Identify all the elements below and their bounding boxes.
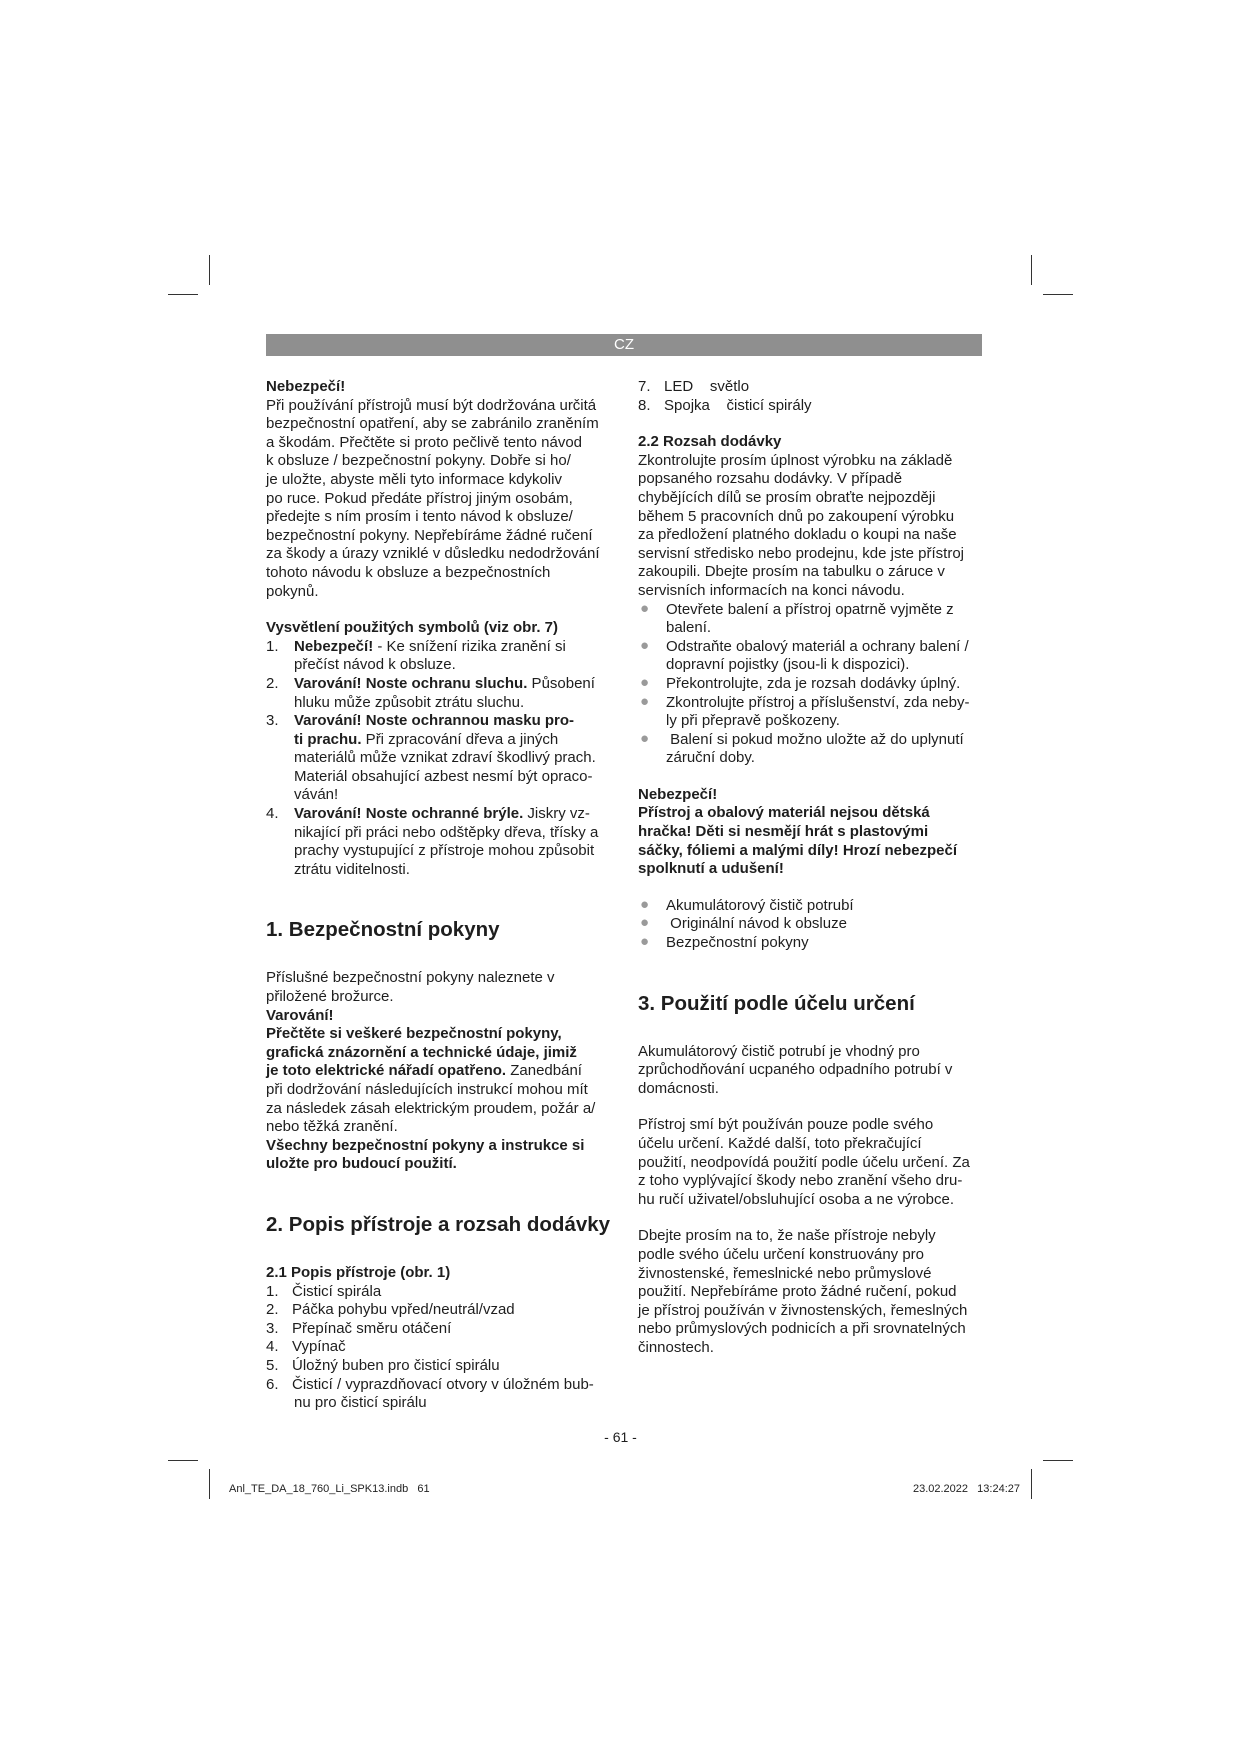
text-line: tohoto návodu k obsluze a bezpečnostních [266, 563, 551, 581]
item-number: 4. [266, 805, 279, 823]
text-line: pokynů. [266, 582, 319, 600]
part-item [266, 1357, 614, 1376]
parts-list-continued [638, 378, 988, 415]
text-line: živnostenské, řemeslnické nebo průmyslové [638, 1264, 932, 1282]
item-number: 8. [638, 396, 651, 414]
item-text: Přepínač směru otáčení [292, 1319, 452, 1337]
item-bold: Nebezpečí! [294, 637, 374, 655]
item-text: Čisticí spirála [292, 1282, 382, 1300]
text-line: během 5 pracovních dnů po zakoupení výrobku [638, 507, 955, 525]
part-item [638, 397, 988, 416]
crop-mark-bottom-left-h [168, 1460, 198, 1461]
item-text: ly při přepravě poškozeny. [666, 712, 840, 730]
text-line: Zkontrolujte prosím úplnost výrobku na základě [638, 451, 953, 469]
text-line: je uložte, abyste měli tyto informace kdykoliv [266, 470, 562, 488]
item-text: nikající při práci nebo odštěpky dřeva, třísky a [294, 823, 599, 841]
subsection-2-2-title: 2.2 Rozsah dodávky [638, 433, 782, 451]
item-text: - Ke snížení rizika zranění si [373, 637, 566, 655]
crop-mark-bottom-left-v [209, 1469, 210, 1499]
item-number: 3. [266, 712, 279, 730]
item-number: 2. [266, 1301, 279, 1319]
item-text: nu pro čisticí spirálu [294, 1394, 427, 1412]
text-line: je toto elektrické nářadí opatřeno. [266, 1062, 507, 1080]
text-line: bezpečnostní opatření, aby se zabránilo zraněním [266, 415, 599, 433]
item-text: Úložný buben pro čisticí spirálu [292, 1356, 500, 1374]
item-text: Akumulátorový čistič potrubí [666, 896, 854, 914]
text-line: nebo těžká zranění. [266, 1118, 398, 1136]
item-text: Materiál obsahující azbest nesmí být opraco- [294, 767, 593, 785]
text-line: nebo průmyslových podnicích a při srovnatelných [638, 1320, 966, 1338]
symbols-title: Vysvětlení použitých symbolů (viz obr. 7) [266, 619, 559, 637]
text-line: servisních informacích na konci návodu. [638, 581, 905, 599]
danger-title: Nebezpečí! [266, 378, 346, 395]
item-number: 3. [266, 1319, 279, 1337]
item-text: Zkontrolujte přístroj a příslušenství, zda neby- [666, 693, 970, 711]
item-text: Spojka čisticí spirály [664, 396, 812, 414]
part-item [638, 378, 988, 397]
text-line: Příslušné bezpečnostní pokyny naleznete v [266, 969, 555, 987]
bullet-icon: ● [640, 729, 650, 747]
item-text: materiálů může vznikat zdraví škodlivý prach. [294, 749, 596, 767]
text-line: hračka! Děti si nesmějí hrát s plastovými [638, 823, 929, 841]
item-text: Čisticí / vyprazdňovací otvory v úložném bub- [292, 1375, 594, 1393]
text-line: k obsluze / bezpečnostní pokyny. Dobře si ho/ [266, 452, 571, 470]
text-line: Přečtěte si veškeré bezpečnostní pokyny, [266, 1025, 562, 1043]
content-item [638, 915, 988, 934]
text-line: po ruce. Pokud předáte přístroj jiným osobám, [266, 489, 573, 507]
text-line: uložte pro budoucí použití. [266, 1155, 457, 1173]
item-text: LED světlo [664, 378, 750, 395]
text-line: přiložené brožurce. [266, 988, 394, 1006]
crop-mark-bottom-right-h [1043, 1460, 1073, 1461]
crop-mark-bottom-right-v [1031, 1469, 1032, 1499]
symbol-item [266, 805, 614, 879]
package-contents-list [638, 897, 988, 953]
part-item [266, 1338, 614, 1357]
item-text: balení. [666, 619, 712, 637]
text-line: použití. Nepřebíráme proto žádné ručení, pokud [638, 1283, 957, 1301]
item-text: Balení si pokud možno uložte až do uplynutí [666, 730, 964, 748]
text-line: zakoupili. Dbejte prosím na tabulku o záruce v [638, 563, 945, 581]
item-text: Jiskry vz- [523, 805, 590, 823]
text-line: za škody a úrazy vzniklé v důsledku nedodržování [266, 545, 600, 563]
item-number: 7. [638, 378, 651, 395]
text-line: bezpečnostní pokyny. Nepřebíráme žádné ručení [266, 526, 593, 544]
item-text: Otevřete balení a přístroj opatrně vyjměte z [666, 600, 954, 618]
text-line: činnostech. [638, 1338, 714, 1356]
item-text: ztrátu viditelnosti. [294, 860, 410, 878]
unpacking-steps-list [638, 601, 988, 768]
bullet-icon: ● [640, 895, 650, 913]
text-line: sáčky, fóliemi a malými díly! Hrozí nebezpečí [638, 841, 958, 859]
symbol-item [266, 675, 614, 712]
item-text: Působení [527, 674, 595, 692]
step-item [638, 694, 988, 731]
item-text: Při zpracování dřeva a jiných [361, 730, 559, 748]
text-line: popsaného rozsahu dodávky. V případě [638, 470, 903, 488]
bullet-icon: ● [640, 673, 650, 691]
item-text: Páčka pohybu vpřed/neutrál/vzad [292, 1301, 515, 1319]
content-item [638, 897, 988, 916]
text-line: grafická znázornění a technické údaje, jimiž [266, 1043, 577, 1061]
text-line: Dbejte prosím na to, že naše přístroje nebyly [638, 1227, 936, 1245]
text-line: za předložení platného dokladu o koupi na naše [638, 526, 957, 544]
item-bold: Varování! Noste ochranné brýle. [294, 805, 524, 823]
item-text: váván! [294, 786, 339, 804]
step-item [638, 638, 988, 675]
text-line: Přístroj a obalový materiál nejsou dětská [638, 804, 930, 822]
text-line: předejte s ním prosím i tento návod k obsluze/ [266, 508, 573, 526]
text-line: domácnosti. [638, 1079, 719, 1097]
bullet-icon: ● [640, 692, 650, 710]
text-line: hu ručí uživatel/obsluhující osoba a ne výrobce. [638, 1190, 955, 1208]
item-number: 2. [266, 674, 279, 692]
section-1-heading: 1. Bezpečnostní pokyny [266, 918, 500, 942]
page-number: - 61 - [604, 1429, 637, 1445]
text-line: Akumulátorový čistič potrubí je vhodný pro [638, 1042, 920, 1060]
footer-datetime: 23.02.2022 13:24:27 [912, 1483, 1020, 1495]
left-column [266, 378, 614, 1413]
content-item [638, 934, 988, 953]
part-item [266, 1320, 614, 1339]
item-number: 6. [266, 1375, 279, 1393]
bullet-icon: ● [640, 599, 650, 617]
part-item [266, 1301, 614, 1320]
item-text: Odstraňte obalový materiál a ochrany balení / [666, 637, 969, 655]
item-text: Vypínač [292, 1338, 346, 1356]
item-number: 4. [266, 1338, 279, 1356]
text-line: je přístroj používán v živnostenských, řemeslných [638, 1301, 968, 1319]
item-text: přečíst návod k obsluze. [294, 656, 456, 674]
danger-paragraph [266, 397, 614, 602]
part-item [266, 1376, 614, 1413]
bullet-icon: ● [640, 914, 650, 932]
symbols-list [266, 638, 614, 880]
text-line: účelu určení. Každé další, toto překračující [638, 1135, 922, 1152]
warning-title: Varování! [266, 1006, 334, 1024]
crop-mark-top-left-v [209, 255, 210, 285]
step-item [638, 601, 988, 638]
symbol-item [266, 712, 614, 805]
crop-mark-top-right-h [1043, 294, 1073, 295]
text-line: při dodržování následujících instrukcí mohou mít [266, 1081, 588, 1098]
parts-list [266, 1283, 614, 1413]
item-bold: Varování! Noste ochrannou masku pro- [294, 712, 575, 730]
step-item [638, 731, 988, 768]
section-3-heading: 3. Použití podle účelu určení [638, 991, 915, 1015]
footer-file: Anl_TE_DA_18_760_Li_SPK13.indb 61 [229, 1483, 430, 1495]
item-text: hluku může způsobit ztrátu sluchu. [294, 693, 525, 711]
text-line: z toho vyplývající škody nebo zranění všeho dru- [638, 1172, 963, 1190]
item-number: 1. [266, 637, 279, 655]
text-line: Všechny bezpečnostní pokyny a instrukce si [266, 1136, 585, 1154]
item-bold: Varování! Noste ochranu sluchu. [294, 674, 528, 692]
section-2-heading: 2. Popis přístroje a rozsah dodávky [266, 1212, 611, 1236]
bullet-icon: ● [640, 933, 650, 951]
item-text: záruční doby. [666, 749, 755, 767]
item-text: Překontrolujte, zda je rozsah dodávky úplný. [666, 674, 961, 692]
item-text: Bezpečnostní pokyny [666, 934, 809, 952]
language-code: CZ [614, 336, 634, 353]
bullet-icon: ● [640, 636, 650, 654]
crop-mark-top-right-v [1031, 255, 1032, 285]
item-number: 5. [266, 1356, 279, 1374]
item-number: 1. [266, 1282, 279, 1300]
text-line: chybějících dílů se prosím obraťte nejpozději [638, 488, 936, 506]
right-column [638, 378, 988, 1358]
step-item [638, 675, 988, 694]
text-line: Při používání přístrojů musí být dodržována určitá [266, 396, 597, 414]
crop-mark-top-left-h [168, 294, 198, 295]
text-line: použití, neodpovídá použití podle účelu určení. Za [638, 1153, 970, 1171]
text-line: spolknutí a udušení! [638, 860, 784, 878]
text-line: Přístroj smí být používán pouze podle svého [638, 1116, 934, 1134]
text-line: servisní středisko nebo prodejnu, kde jste přístroj [638, 544, 964, 562]
text-line: podle svého účelu určení konstruovány pro [638, 1245, 925, 1263]
text-line: zprůchodňování ucpaného odpadního potrubí v [638, 1061, 953, 1079]
item-bold: ti prachu. [294, 730, 362, 748]
part-item [266, 1283, 614, 1302]
text-line: za následek zásah elektrickým proudem, požár a/ [266, 1099, 596, 1117]
item-text: dopravní pojistky (jsou-li k dispozici). [666, 656, 910, 674]
item-text: Originální návod k obsluze [666, 915, 847, 933]
symbol-item [266, 638, 614, 675]
text-line: a škodám. Přečtěte si proto pečlivě tento návod [266, 433, 583, 451]
language-header-bar [266, 334, 982, 356]
subsection-2-1-title: 2.1 Popis přístroje (obr. 1) [266, 1263, 451, 1281]
danger-2-title: Nebezpečí! [638, 785, 718, 803]
item-text: prachy vystupující z přístroje mohou způsobit [294, 842, 595, 860]
text-line: Zanedbání [506, 1062, 582, 1080]
